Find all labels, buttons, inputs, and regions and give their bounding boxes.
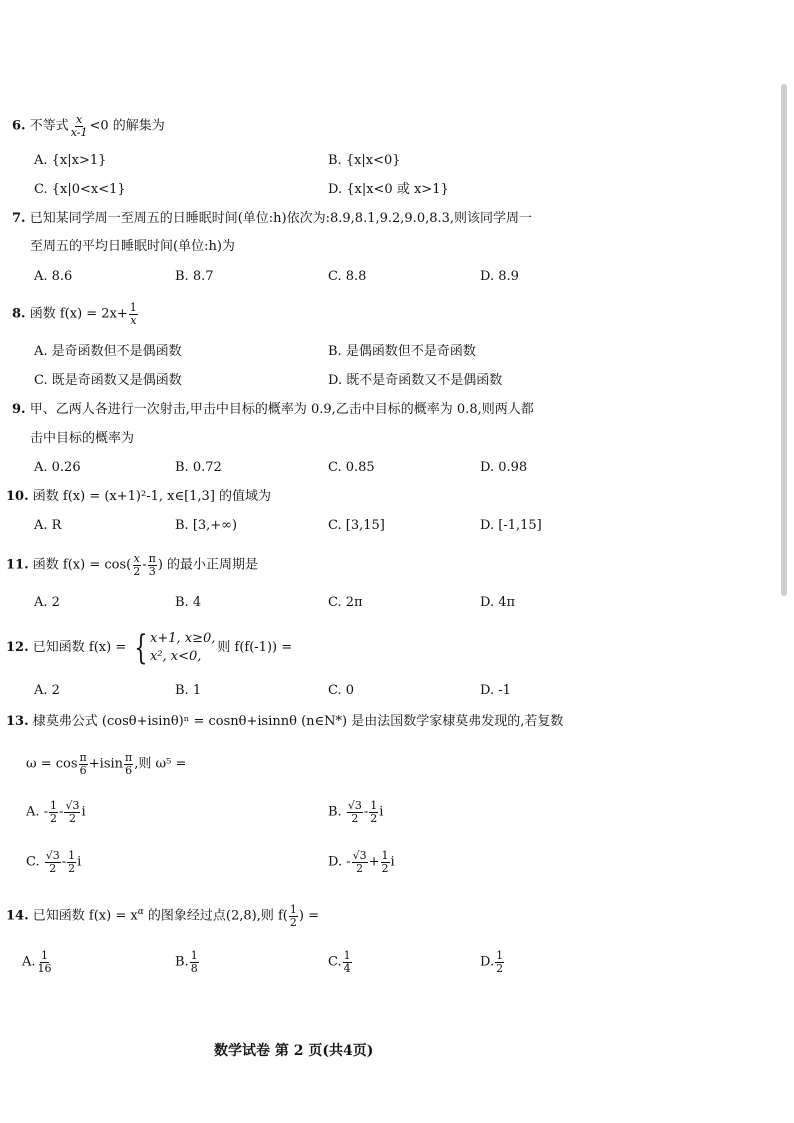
option-c[interactable]: C. [3,15]: [328, 518, 385, 533]
numerator: 1: [496, 949, 504, 962]
numerator: 1: [50, 799, 58, 812]
option-c[interactable]: C. {x|0<x<1}: [34, 182, 126, 197]
numerator: √3: [45, 849, 60, 862]
option-label: D.: [480, 954, 495, 970]
option-d[interactable]: [328, 850, 395, 874]
option-a[interactable]: A. 0.26: [34, 460, 81, 475]
question-text: ,则 ω⁵ =: [134, 756, 187, 772]
denominator: 2: [496, 961, 504, 975]
question-number: 13.: [6, 714, 29, 729]
question-text: +isin: [88, 756, 124, 772]
option-b[interactable]: B. [3,+∞): [175, 518, 238, 533]
question-number: 6.: [12, 118, 26, 134]
option-d[interactable]: D. [-1,15]: [480, 518, 542, 533]
option-d[interactable]: D. 8.9: [480, 269, 519, 284]
option-a[interactable]: [22, 950, 54, 974]
option-b[interactable]: B. {x|x<0}: [328, 153, 401, 168]
denominator: 6: [79, 763, 87, 777]
fraction: [37, 950, 53, 974]
question-text: ) =: [298, 908, 319, 924]
numerator: 1: [343, 949, 351, 962]
denominator: 2: [370, 811, 378, 825]
question-11: [6, 553, 258, 577]
question-text: 已知某同学周一至周五的日睡眠时间(单位:h)依次为:8.9,8.1,9.2,9.0,8.3,则该同学周一: [29, 211, 533, 226]
numerator: x: [75, 113, 83, 126]
sign: -: [61, 854, 67, 870]
denominator: 2: [68, 861, 76, 875]
numerator: x: [133, 552, 140, 565]
option-a[interactable]: [26, 800, 86, 824]
question-text: 已知函数 f(x) =: [32, 640, 127, 656]
question-text: <0 的解集为: [89, 118, 165, 134]
option-a[interactable]: A. 是奇函数但不是偶函数: [34, 344, 182, 359]
option-b[interactable]: B. 0.72: [175, 460, 222, 475]
option-b[interactable]: B. 是偶函数但不是奇函数: [328, 344, 476, 359]
denominator: 6: [125, 763, 133, 777]
question-7-line2: 至周五的平均日睡眠时间(单位:h)为: [30, 239, 235, 254]
question-7: [12, 212, 532, 225]
sign: +: [368, 854, 380, 870]
numerator: 1: [129, 301, 137, 314]
question-6: [12, 114, 165, 138]
option-b[interactable]: B. 4: [175, 595, 202, 610]
numerator: π: [79, 751, 87, 764]
question-text: 甲、乙两人各进行一次射击,甲击中目标的概率为 0.9,乙击中目标的概率为 0.8,则两人都: [29, 402, 534, 417]
numerator: π: [148, 552, 156, 565]
question-13-omega: [26, 752, 186, 776]
question-text: ω = cos: [26, 756, 78, 772]
denominator: 4: [343, 961, 351, 975]
question-9-line2: 击中目标的概率为: [30, 431, 135, 446]
fraction: [124, 752, 133, 776]
denominator: 2: [68, 811, 76, 825]
option-b[interactable]: B. 1: [175, 683, 202, 698]
fraction: [352, 850, 368, 874]
option-c[interactable]: C. 既是奇函数又是偶函数: [34, 373, 182, 388]
denominator: 2: [50, 811, 58, 825]
option-label: C.: [26, 854, 44, 870]
option-c[interactable]: C. 0: [328, 683, 355, 698]
fraction: [148, 553, 157, 577]
option-b[interactable]: [175, 950, 200, 974]
question-number: 7.: [12, 211, 26, 226]
option-c[interactable]: C. 0.85: [328, 460, 375, 475]
option-c[interactable]: [328, 950, 353, 974]
question-number: 8.: [12, 306, 26, 322]
numerator: 1: [41, 949, 49, 962]
denominator: 2: [356, 861, 364, 875]
fraction: [495, 950, 504, 974]
imaginary-unit: i: [77, 854, 82, 870]
imaginary-unit: i: [390, 854, 395, 870]
question-text: 的图象经过点(2,8),则 f(: [143, 908, 288, 924]
numerator: 1: [68, 849, 76, 862]
question-number: 11.: [6, 557, 29, 573]
minus-sign: -: [142, 557, 147, 573]
fraction: [67, 850, 76, 874]
question-text: 则 f(f(-1)) =: [217, 640, 293, 656]
option-d[interactable]: D. 既不是奇函数又不是偶函数: [328, 373, 503, 388]
imaginary-unit: i: [379, 804, 384, 820]
scrollbar[interactable]: [781, 84, 787, 596]
numerator: π: [125, 751, 133, 764]
fraction: [129, 302, 138, 326]
question-number: 14.: [6, 908, 29, 924]
numerator: 1: [381, 849, 389, 862]
numerator: 1: [289, 903, 297, 916]
question-number: 12.: [6, 640, 29, 656]
option-d[interactable]: D. 4π: [480, 595, 516, 610]
option-label: A.: [22, 954, 36, 970]
question-13: [6, 715, 563, 728]
fraction: [49, 800, 58, 824]
option-d[interactable]: [480, 950, 505, 974]
denominator: x: [130, 313, 137, 327]
option-label: C.: [328, 954, 342, 970]
numerator: 1: [190, 949, 198, 962]
denominator: 2: [49, 861, 57, 875]
fraction: [289, 904, 298, 928]
fraction: [64, 800, 80, 824]
question-8: [12, 302, 139, 326]
question-number: 10.: [6, 489, 29, 504]
numerator: √3: [352, 849, 367, 862]
question-text: 棣莫弗公式 (cosθ+isinθ)ⁿ = cosnθ+isinnθ (n∈N*) 是由法国数学家棣莫弗发现的,若复数: [32, 714, 564, 729]
question-text: 函数 f(x) = 2x+: [29, 306, 128, 322]
fraction: [132, 553, 141, 577]
fraction: [343, 950, 352, 974]
piecewise-cases: [150, 630, 215, 665]
fraction: [70, 114, 89, 138]
case-2: x², x<0,: [150, 648, 202, 664]
case-1: x+1, x≥0,: [150, 631, 216, 646]
denominator: x-1: [70, 125, 88, 139]
option-b[interactable]: B. 8.7: [175, 269, 214, 284]
option-a[interactable]: A. 2: [34, 683, 60, 698]
exponent: α: [137, 907, 144, 918]
denominator: 2: [289, 915, 297, 929]
option-label: B.: [175, 954, 189, 970]
option-d[interactable]: D. 0.98: [480, 460, 528, 475]
option-a[interactable]: A. 2: [34, 595, 60, 610]
denominator: 2: [351, 811, 359, 825]
fraction: [369, 800, 378, 824]
question-10: [6, 490, 271, 503]
question-text: 函数 f(x) = cos(: [32, 557, 132, 573]
option-c[interactable]: C. 2π: [328, 595, 363, 610]
question-text: ) 的最小正周期是: [157, 557, 259, 573]
denominator: 2: [133, 564, 141, 578]
option-label: A. -: [26, 804, 49, 820]
option-label: D. -: [328, 854, 351, 870]
numerator: √3: [65, 799, 80, 812]
fraction: [190, 950, 199, 974]
question-number: 9.: [12, 402, 26, 417]
question-12: [6, 627, 293, 668]
question-text: 函数 f(x) = (x+1)²-1, x∈[1,3] 的值域为: [32, 489, 272, 504]
left-brace: {: [134, 627, 148, 668]
imaginary-unit: i: [81, 804, 86, 820]
option-d[interactable]: D. {x|x<0 或 x>1}: [328, 182, 449, 197]
option-a[interactable]: A. 8.6: [34, 269, 73, 284]
sign: -: [59, 804, 64, 820]
fraction: [347, 800, 363, 824]
numerator: 1: [370, 799, 378, 812]
question-14: [6, 904, 319, 928]
question-text: 不等式: [29, 118, 69, 134]
denominator: 8: [190, 961, 198, 975]
option-b[interactable]: [328, 800, 383, 824]
fraction: [45, 850, 61, 874]
question-9: [12, 403, 534, 416]
option-d[interactable]: D. -1: [480, 683, 511, 698]
denominator: 16: [37, 961, 52, 975]
option-c[interactable]: [26, 850, 81, 874]
page-footer: 数学试卷 第 2 页(共4页): [214, 1043, 374, 1059]
option-c[interactable]: C. 8.8: [328, 269, 367, 284]
sign: -: [363, 804, 369, 820]
option-a[interactable]: A. {x|x>1}: [34, 153, 107, 168]
fraction: [381, 850, 390, 874]
question-text: 已知函数 f(x) = x: [32, 908, 138, 924]
denominator: 2: [381, 861, 389, 875]
fraction: [79, 752, 88, 776]
denominator: 3: [148, 564, 156, 578]
numerator: √3: [347, 799, 362, 812]
option-label: B.: [328, 804, 346, 820]
option-a[interactable]: A. R: [34, 518, 62, 533]
